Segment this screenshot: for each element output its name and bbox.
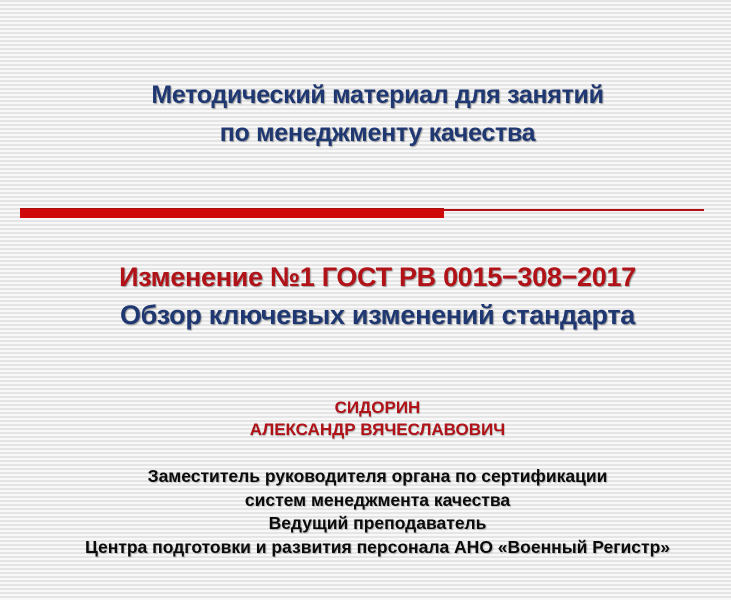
slide-heading <box>24 258 731 334</box>
credential-line: Центра подготовки и развития персонала АНО «Военный Регистр» <box>84 536 671 557</box>
heading-standard-change: Изменение №1 ГОСТ РВ 0015−308−2017 <box>119 262 636 292</box>
divider-bar <box>20 208 444 218</box>
divider-line <box>444 209 704 211</box>
slide-title-line1: Методический материал для занятий <box>151 81 604 109</box>
presenter-name <box>24 397 731 441</box>
heading-overview: Обзор ключевых изменений стандарта <box>119 300 635 330</box>
credential-line: систем менеджмента качества <box>244 489 511 510</box>
slide-title-line2: по менеджменту качества <box>219 119 536 147</box>
presenter-surname: СИДОРИН <box>334 398 421 417</box>
slide-title <box>24 76 731 152</box>
presenter-credentials <box>24 465 731 559</box>
presenter-given-names: АЛЕКСАНДР ВЯЧЕСЛАВОВИЧ <box>249 420 506 439</box>
credential-line: Заместитель руководителя органа по сертификации <box>147 466 608 486</box>
credential-line: Ведущий преподаватель <box>268 513 487 533</box>
